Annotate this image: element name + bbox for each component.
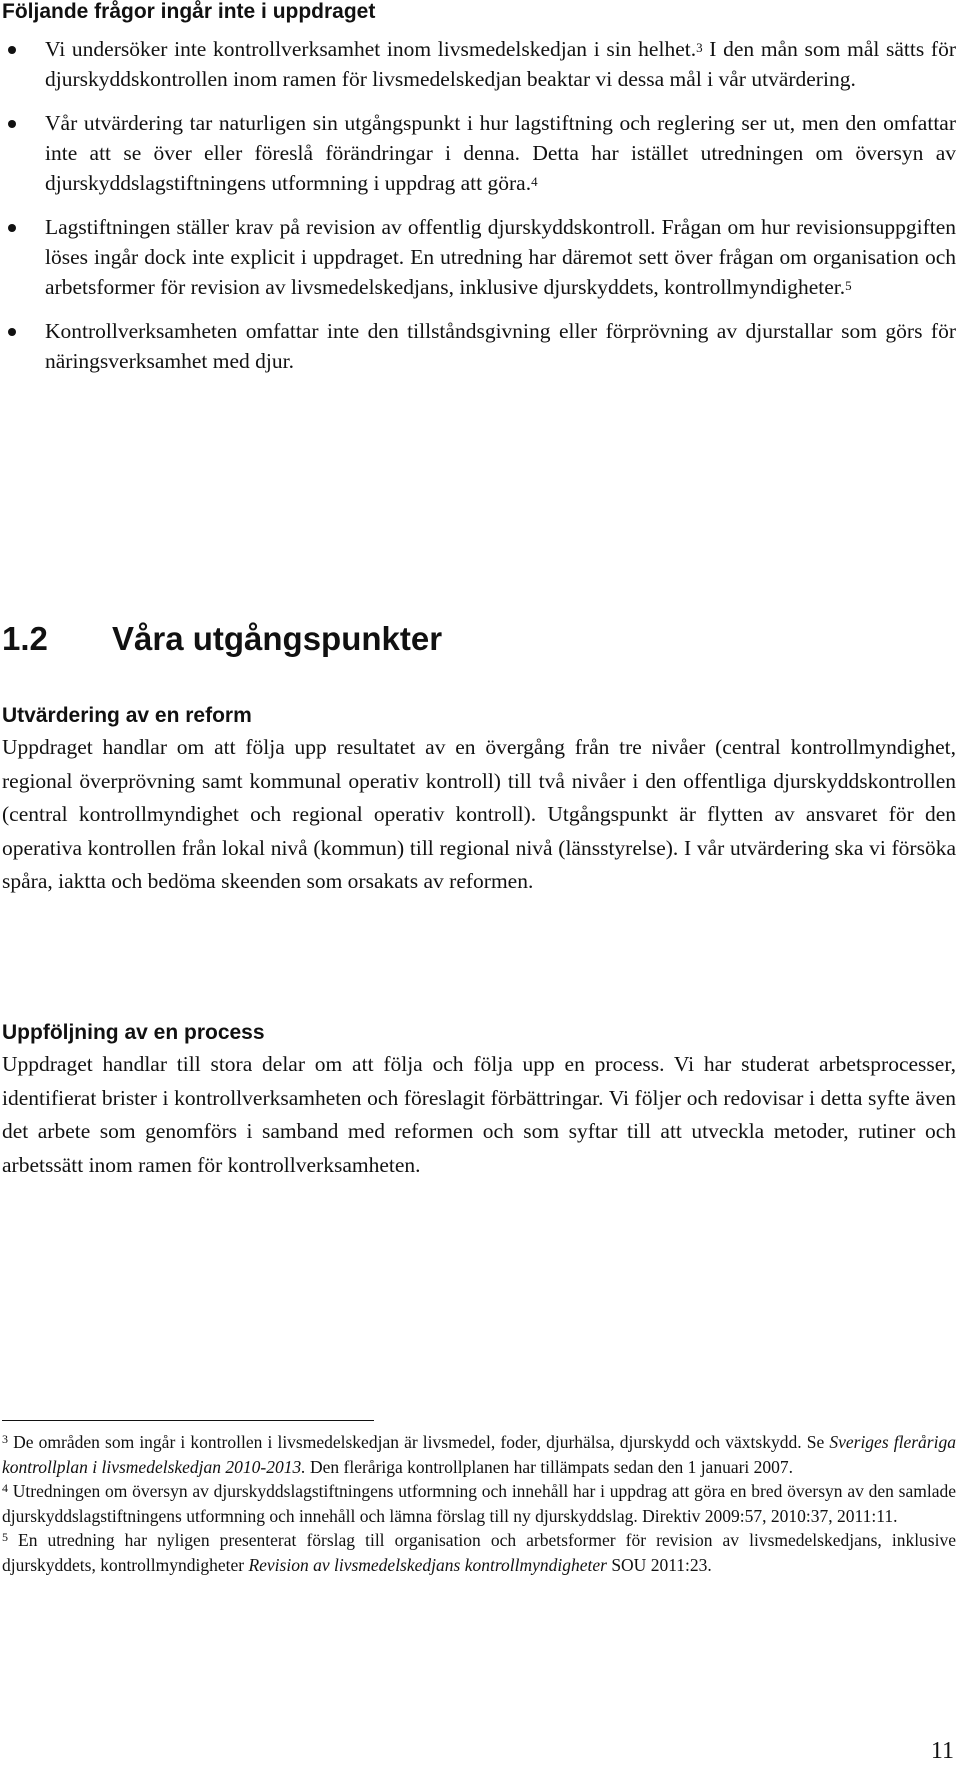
body-paragraph: Uppdraget handlar till stora delar om att följa och följa upp en process. Vi har studerat arbetsprocesser, identifierat brister i kontrollverksamheten och föreslagit förbättringar. Vi följer och redovisar i detta syfte även det arbete som genomförs i samband med reformen och som syftar till att utveckla metoder, rutiner och arbetssätt inom ramen för kontrollverksamheten.	[2, 1052, 956, 1177]
footnote-text: Utredningen om översyn av djurskyddslagstiftningens utformning och innehåll har i uppdrag att göra en bred översyn av den samlade djurskyddslagstiftningens utformning och innehåll och lämna förslag till ny djurskyddslag. Direktiv 2009:57, 2010:37, 2011:11.	[2, 1481, 956, 1526]
bullet-icon	[8, 224, 16, 232]
subsection-heading: Uppföljning av en process	[2, 1021, 265, 1044]
section-title: Våra utgångspunkter	[112, 620, 443, 657]
footnote-separator	[2, 1420, 374, 1421]
body-paragraph: Uppdraget handlar om att följa upp resultatet av en övergång från tre nivåer (central kontrollmyndighet, regional överprövning samt kommunal operativ kontroll) till två nivåer i den offentliga djurskyddskontrollen (central kontrollmyndighet och regional operativ kontroll). Utgångspunkt är flytten av ansvaret för den operativa kontrollen från lokal nivå (kommun) till regional nivå (länsstyrelse). I vår utvärdering ska vi försöka spåra, iaktta och bedöma skeenden som orsakats av reformen.	[2, 735, 956, 893]
list-item-text: Kontrollverksamheten omfattar inte den tillståndsgivning eller förprövning av djurstallar som görs för näringsverksamhet med djur.	[45, 319, 956, 373]
footnote	[2, 1430, 956, 1479]
list-item-text: Lagstiftningen ställer krav på revision av offentlig djurskyddskontroll. Frågan om hur revisionsuppgiften löses ingår dock inte explicit i uppdraget. En utredning har däremot sett över frågan om organisation och arbetsformer för revision av livsmedelskedjans, inklusive djurskyddets, kontrollmyndigheter.	[45, 215, 956, 299]
footnotes	[2, 1430, 956, 1577]
list-item	[0, 34, 956, 94]
section-heading	[2, 620, 442, 658]
footnote-ref: 3	[696, 40, 703, 55]
page-number: 11	[930, 1738, 954, 1764]
bullet-icon	[8, 46, 16, 54]
bullet-icon	[8, 120, 16, 128]
bullet-icon	[8, 328, 16, 336]
footnote-number: 4	[2, 1481, 8, 1495]
footnote-italic-title: Sveriges fleråriga kontrollplan i livsmedelskedjan 2010-2013.	[2, 1432, 956, 1477]
footnote	[2, 1479, 956, 1528]
list-item-text: Vår utvärdering tar naturligen sin utgångspunkt i hur lagstiftning och reglering ser ut, men den omfattar inte att se över eller föreslå förändringar i denna. Detta har istället utredningen om översyn av djurskyddslagstiftningens utformning i uppdrag att göra.	[45, 111, 956, 195]
footnote-text: De områden som ingår i kontrollen i livsmedelskedjan är livsmedel, foder, djurhälsa, djurskydd och växtskydd. Se	[8, 1432, 830, 1452]
list-item	[0, 108, 956, 198]
section-number: 1.2	[2, 620, 48, 657]
footnote-number: 5	[2, 1530, 8, 1544]
footnote-italic-title: Revision av livsmedelskedjans kontrollmyndigheter	[248, 1554, 607, 1575]
list-item	[0, 212, 956, 302]
excluded-questions-list	[0, 34, 956, 390]
footnote	[2, 1528, 956, 1577]
footnote-ref: 4	[531, 174, 538, 189]
subsection-heading: Utvärdering av en reform	[2, 704, 252, 727]
list-item-text-cont: I den mån som mål sätts för djurskyddskontrollen inom ramen för livsmedelskedjan beaktar vi dessa mål i vår utvärdering.	[45, 37, 956, 91]
footnote-text-cont: Den fleråriga kontrollplanen har tillämpats sedan den 1 januari 2007.	[305, 1456, 794, 1477]
excluded-questions-heading: Följande frågor ingår inte i uppdraget	[2, 0, 376, 23]
footnote-text: En utredning har nyligen presenterat förslag till organisation och arbetsformer för revision av livsmedelskedjans, inklusive djurskyddets, kontrollmyndigheter	[2, 1530, 956, 1575]
footnote-number: 3	[2, 1432, 8, 1446]
footnote-text-cont: SOU 2011:23.	[606, 1554, 712, 1575]
list-item	[0, 316, 956, 376]
list-item-text: Vi undersöker inte kontrollverksamhet inom livsmedelskedjan i sin helhet.	[45, 37, 697, 61]
footnote-ref: 5	[845, 278, 852, 293]
